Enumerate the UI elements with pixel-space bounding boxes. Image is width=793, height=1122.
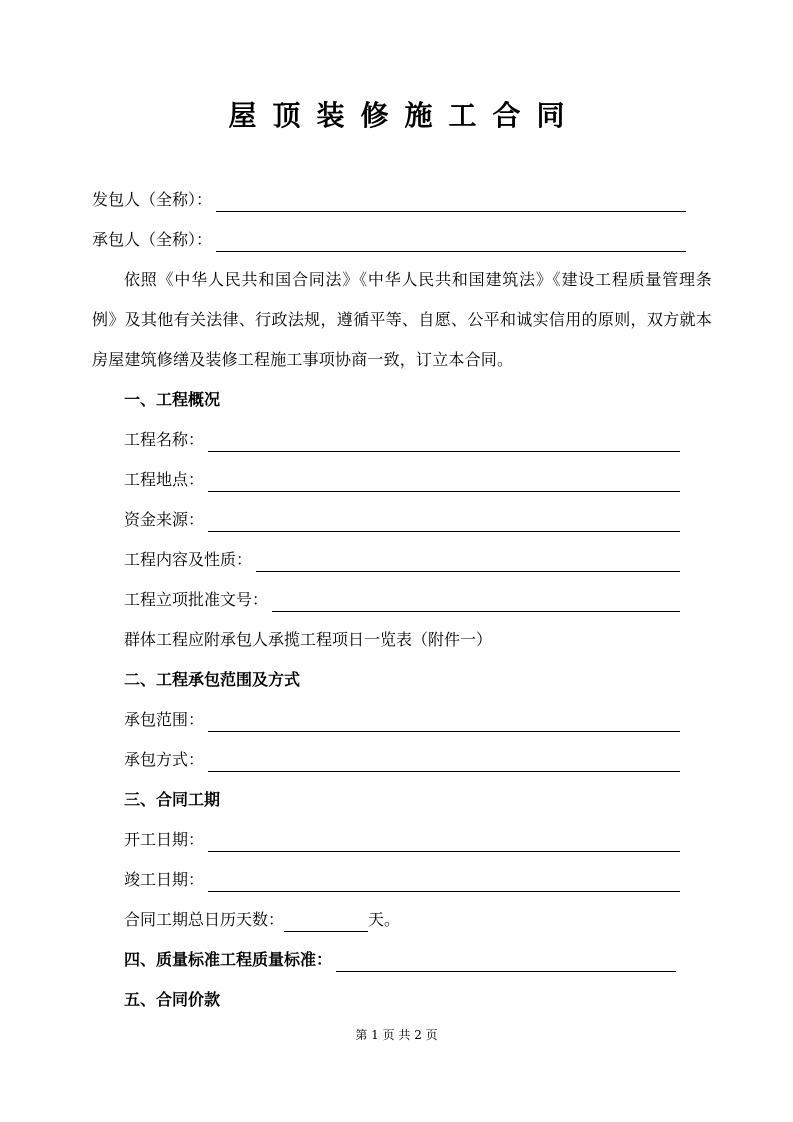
scope-label: 承包范围： [124, 710, 205, 729]
approval-doc-label: 工程立项批准文号： [124, 590, 269, 609]
party-a-label: 发包人（全称）： [92, 190, 213, 209]
start-date-label: 开工日期： [124, 830, 205, 849]
section-2-heading: 二、工程承包范围及方式 [124, 670, 301, 689]
project-name-line [124, 428, 680, 452]
project-name-blank[interactable] [208, 433, 680, 452]
fund-source-blank[interactable] [208, 513, 680, 532]
total-days-suffix: 天。 [368, 910, 401, 929]
project-location-blank[interactable] [208, 473, 680, 492]
page-title: 屋顶装修施工合同 [228, 99, 581, 132]
scope-blank[interactable] [208, 713, 680, 732]
intro-paragraph: 依照《中华人民共和国合同法》《中华人民共和国建筑法》《建设工程质量管理条例》及其他有关法律、行政法规，遵循平等、自愿、公平和诚实信用的原则，双方就本房屋建筑修缮及装修工程施工事项协商一致，订立本合同。 [92, 270, 712, 369]
total-days-line [124, 908, 400, 932]
section-3-heading: 三、合同工期 [124, 790, 221, 809]
section-4-heading: 四、质量标准工程质量标准： [124, 950, 333, 969]
page-footer: 第 1 页 共 2 页 [355, 1028, 438, 1042]
content-nature-line [124, 548, 680, 572]
approval-doc-blank[interactable] [272, 593, 680, 612]
method-blank[interactable] [208, 753, 680, 772]
quality-standard-line [124, 948, 676, 972]
quality-standard-blank[interactable] [336, 953, 676, 972]
completion-date-line [124, 868, 680, 892]
fund-source-label: 资金来源： [124, 510, 205, 529]
party-a-blank[interactable] [216, 193, 686, 212]
project-location-label: 工程地点： [124, 470, 205, 489]
total-days-blank[interactable] [284, 913, 368, 932]
project-name-label: 工程名称： [124, 430, 205, 449]
section-5-heading: 五、合同价款 [124, 990, 221, 1009]
approval-doc-line [124, 588, 680, 612]
method-line [124, 748, 680, 772]
party-b-blank[interactable] [216, 233, 686, 252]
party-a-line [92, 188, 686, 212]
party-b-label: 承包人（全称）： [92, 230, 213, 249]
start-date-line [124, 828, 680, 852]
total-days-label: 合同工期总日历天数： [124, 910, 285, 929]
content-nature-blank[interactable] [256, 553, 680, 572]
completion-date-label: 竣工日期： [124, 870, 205, 889]
start-date-blank[interactable] [208, 833, 680, 852]
section-1-heading: 一、工程概况 [124, 390, 221, 409]
fund-source-line [124, 508, 680, 532]
party-b-line [92, 228, 686, 252]
group-project-note: 群体工程应附承包人承揽工程项日一览表（附件一） [124, 630, 493, 649]
method-label: 承包方式： [124, 750, 205, 769]
project-location-line [124, 468, 680, 492]
content-nature-label: 工程内容及性质： [124, 550, 253, 569]
scope-line [124, 708, 680, 732]
completion-date-blank[interactable] [208, 873, 680, 892]
